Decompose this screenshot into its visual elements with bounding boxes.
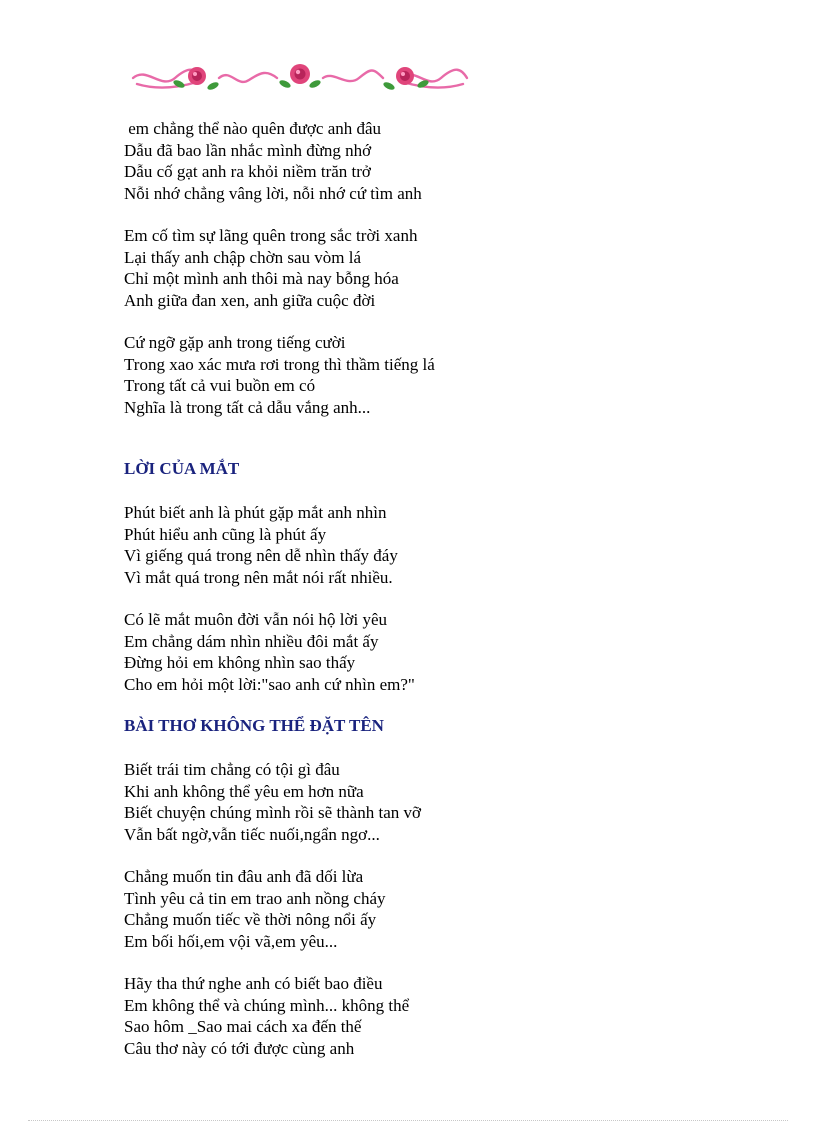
poem-line: Trong xao xác mưa rơi trong thì thầm tiếng lá xyxy=(124,354,435,374)
poem-1-stanza-2 xyxy=(124,225,724,311)
rose-garland-divider-icon xyxy=(127,60,473,96)
poem-3-stanza-2 xyxy=(124,866,724,952)
poem-line: Biết trái tim chẳng có tội gì đâu xyxy=(124,760,340,779)
poem-line: Chỉ một mình anh thôi mà nay bỗng hóa xyxy=(124,269,399,288)
poem-line: Chẳng muốn tiếc về thời nông nổi ấy xyxy=(124,910,377,929)
poem-line: Chẳng muốn tin đâu anh đã dối lừa xyxy=(124,867,364,886)
poem-line: Biết chuyện chúng mình rồi sẽ thành tan vỡ xyxy=(124,803,421,822)
poem-line: Cứ ngỡ gặp anh trong tiếng cười xyxy=(124,333,346,352)
poem-line: Trong tất cả vui buồn em có xyxy=(124,376,316,395)
poem-line: Câu thơ này có tới được cùng anh xyxy=(124,1038,355,1058)
poem-line: Em không thể và chúng mình... không thể xyxy=(124,995,410,1015)
poem-line: Vì giếng quá trong nên dễ nhìn thấy đáy xyxy=(124,546,398,565)
poem-line: Đừng hỏi em không nhìn sao thấy xyxy=(124,653,356,672)
poem-line: Khi anh không thể yêu em hơn nữa xyxy=(124,781,364,801)
poem-1-stanza-3 xyxy=(124,332,724,418)
poem-2-stanza-2 xyxy=(124,609,724,695)
poem-line: Hãy tha thứ nghe anh có biết bao điều xyxy=(124,974,383,993)
poem-2-title: LỜI CỦA MẮT xyxy=(124,459,240,478)
poem-2-stanza-1 xyxy=(124,502,724,588)
poem-line: Em bối hối,em vội vã,em yêu... xyxy=(124,931,338,951)
poem-line: Em cố tìm sự lãng quên trong sắc trời xanh xyxy=(124,226,418,245)
poem-line: Dẫu đã bao lần nhắc mình đừng nhớ xyxy=(124,140,372,160)
poem-line: Dẫu cố gạt anh ra khỏi niềm trăn trở xyxy=(124,162,371,181)
poem-line: Vì mắt quá trong nên mắt nói rất nhiều. xyxy=(124,567,393,587)
poem-line: Vẫn bất ngờ,vẫn tiếc nuối,ngẩn ngơ... xyxy=(124,824,380,844)
poem-line: Phút biết anh là phút gặp mắt anh nhìn xyxy=(124,503,387,522)
poem-line: Có lẽ mắt muôn đời vẫn nói hộ lời yêu xyxy=(124,610,388,629)
poem-line: Lại thấy anh chập chờn sau vòm lá xyxy=(124,247,361,267)
poem-3-stanza-3 xyxy=(124,973,724,1059)
poem-line: em chẳng thể nào quên được anh đâu xyxy=(124,119,382,138)
poem-line: Em chẳng dám nhìn nhiều đôi mắt ấy xyxy=(124,631,379,651)
poem-3-title: BÀI THƠ KHÔNG THỂ ĐẶT TÊN xyxy=(124,716,384,735)
poem-line: Nghĩa là trong tất cả dẫu vắng anh... xyxy=(124,397,371,417)
poem-line: Nỗi nhớ chẳng vâng lời, nỗi nhớ cứ tìm anh xyxy=(124,183,422,203)
poem-line: Sao hôm _Sao mai cách xa đến thế xyxy=(124,1017,362,1036)
poem-line: Tình yêu cả tin em trao anh nồng cháy xyxy=(124,888,386,908)
poem-line: Cho em hỏi một lời:"sao anh cứ nhìn em?" xyxy=(124,674,415,694)
page-bottom-divider xyxy=(28,1120,788,1121)
poem-line: Phút hiểu anh cũng là phút ấy xyxy=(124,524,327,544)
poem-3-stanza-1 xyxy=(124,759,724,845)
poem-1-stanza-1 xyxy=(124,118,724,204)
poem-line: Anh giữa đan xen, anh giữa cuộc đời xyxy=(124,290,376,310)
